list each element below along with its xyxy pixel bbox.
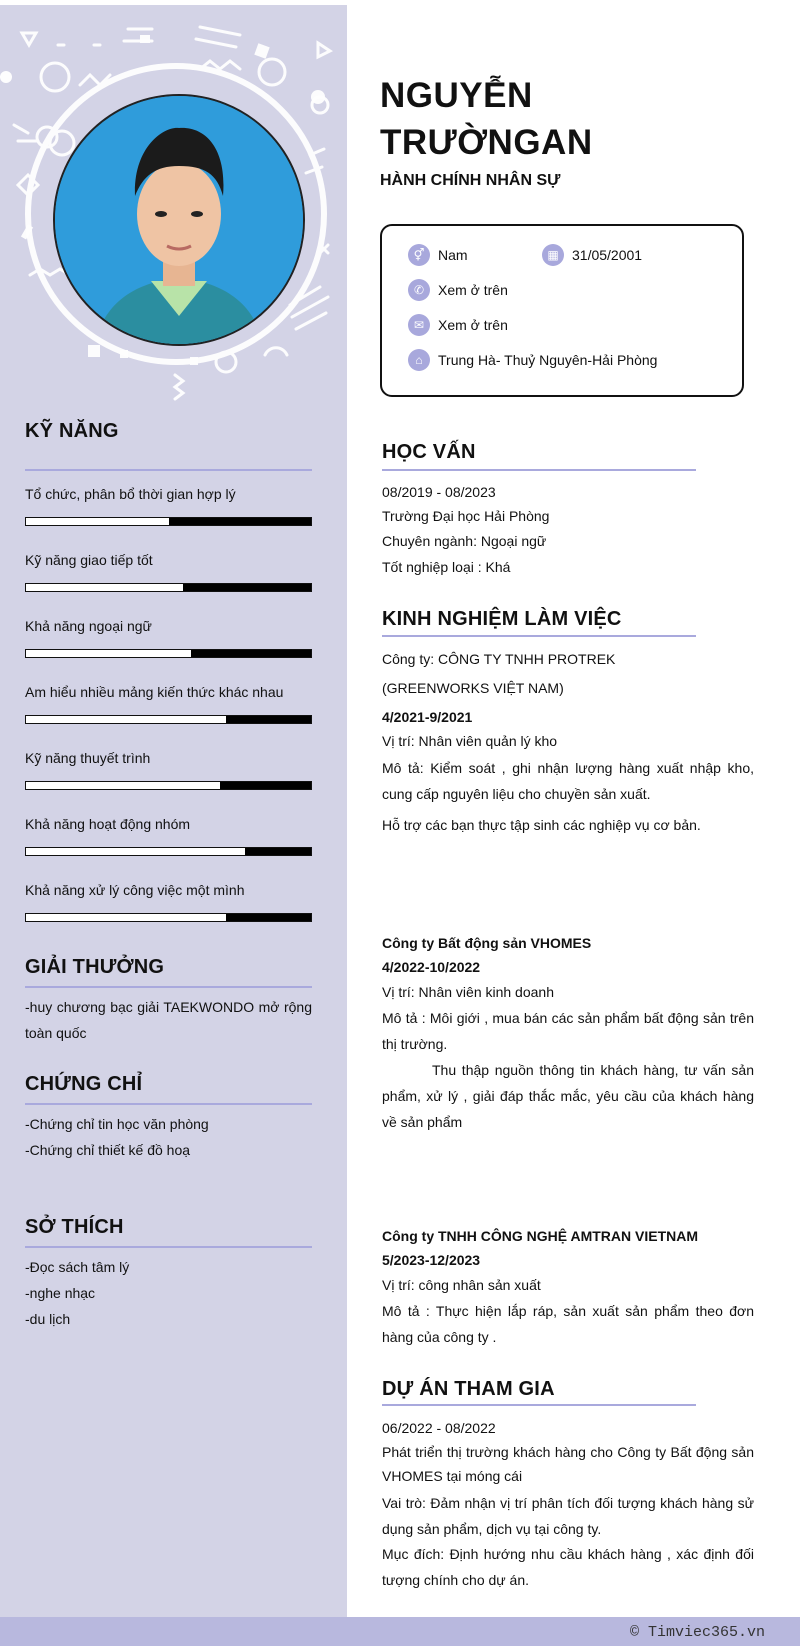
skill-label: Tổ chức, phân bổ thời gian hợp lý <box>25 486 236 502</box>
job3-position: Vị trí: công nhân sản xuất <box>382 1277 541 1293</box>
skill-bar-fill <box>26 584 183 591</box>
skills-divider <box>25 469 312 471</box>
email-value: Xem ở trên <box>438 317 508 333</box>
certificates-title: CHỨNG CHỈ <box>25 1073 143 1095</box>
hobby-item: -Đọc sách tâm lý <box>25 1259 130 1275</box>
job3-description: Mô tả : Thực hiện lắp ráp, sản xuất sản phẩm theo đơn hàng của công ty . <box>382 1303 754 1345</box>
skill-bar <box>25 649 312 658</box>
experience-divider <box>382 635 696 637</box>
job1-description: Mô tả: Kiểm soát , ghi nhận lượng hàng xuất nhập kho, cung cấp nguyên liệu cho chuyền sản xuất. <box>382 760 754 802</box>
job1-position: Vị trí: Nhân viên quản lý kho <box>382 733 558 749</box>
skills-title: KỸ NĂNG <box>25 420 119 442</box>
skill-bar-fill <box>26 914 226 921</box>
phone-value: Xem ở trên <box>438 282 508 298</box>
skill-bar <box>25 781 312 790</box>
hobby-item: -nghe nhạc <box>25 1285 96 1301</box>
skill-bar-fill <box>26 848 245 855</box>
name-line1: NGUYỄN <box>380 76 533 115</box>
job2-company: Công ty Bất động sản VHOMES <box>382 935 592 951</box>
job2-period: 4/2022-10/2022 <box>382 959 481 975</box>
skill-label: Kỹ năng giao tiếp tốt <box>25 552 153 568</box>
name-line2: TRƯỜNGAN <box>380 123 593 162</box>
experience-title: KINH NGHIỆM LÀM VIỆC <box>382 608 622 630</box>
skill-bar <box>25 847 312 856</box>
project-period: 06/2022 - 08/2022 <box>382 1420 496 1436</box>
skill-label: Khả năng ngoại ngữ <box>25 618 152 634</box>
hobbies-title: SỞ THÍCH <box>25 1216 124 1238</box>
job1-description-2: Hỗ trợ các bạn thực tập sinh các nghiệp vụ cơ bản. <box>382 817 701 833</box>
avatar-photo <box>55 96 303 344</box>
skill-bar-fill <box>26 782 220 789</box>
home-icon: ⌂ <box>408 349 430 371</box>
education-divider <box>382 469 696 471</box>
education-title: HỌC VẤN <box>382 441 476 463</box>
address-value: Trung Hà- Thuỷ Nguyên-Hải Phòng <box>438 352 658 368</box>
skill-bar <box>25 583 312 592</box>
phone-icon: ✆ <box>408 279 430 301</box>
candidate-name <box>380 72 593 166</box>
certificate-item: -Chứng chỉ tin học văn phòng <box>25 1116 209 1132</box>
footer-brand: © Timviec365.vn <box>629 1624 765 1641</box>
skill-bar-fill <box>26 650 191 657</box>
job2-description: Mô tả : Môi giới , mua bán các sản phẩm bất động sản trên thị trường. <box>382 1010 754 1052</box>
certificates-divider <box>25 1103 312 1105</box>
awards-title: GIẢI THƯỞNG <box>25 956 165 978</box>
calendar-icon: ▦ <box>542 244 564 266</box>
skill-bar <box>25 913 312 922</box>
education-school: Trường Đại học Hải Phòng <box>382 508 550 524</box>
education-grade: Tốt nghiệp loại : Khá <box>382 559 511 575</box>
skill-label: Kỹ năng thuyết trình <box>25 750 151 766</box>
envelope-icon: ✉ <box>408 314 430 336</box>
project-description: Phát triển thị trường khách hàng cho Công ty Bất động sản VHOMES tại móng cái <box>382 1444 754 1484</box>
gender-value: Nam <box>438 247 468 263</box>
skill-bar <box>25 517 312 526</box>
job1-company-line1: Công ty: CÔNG TY TNHH PROTREK <box>382 651 616 667</box>
birthday-value: 31/05/2001 <box>572 247 643 263</box>
projects-title: DỰ ÁN THAM GIA <box>382 1378 555 1400</box>
project-goal: Mục đích: Định hướng nhu cầu khách hàng , xác định đối tượng chính cho dự án. <box>382 1546 754 1588</box>
skill-label: Khả năng xử lý công việc một mình <box>25 882 245 898</box>
avatar <box>53 94 305 346</box>
skill-bar-fill <box>26 716 226 723</box>
job2-description-2: Thu thập nguồn thông tin khách hàng, tư vấn sản phẩm, xử lý , giải đáp thắc mắc, yêu cầu của khách hàng về sản phẩm <box>382 1062 754 1130</box>
skill-label: Khả năng hoạt động nhóm <box>25 816 191 832</box>
certificate-item: -Chứng chỉ thiết kế đồ hoạ <box>25 1142 191 1158</box>
skill-label: Am hiểu nhiều mảng kiến thức khác nhau <box>25 684 284 700</box>
awards-divider <box>25 986 312 988</box>
education-period: 08/2019 - 08/2023 <box>382 484 496 500</box>
project-role: Vai trò: Đảm nhận vị trí phân tích đối tượng khách hàng sử dụng sản phẩm, dịch vụ tại công ty. <box>382 1495 754 1537</box>
gender-icon: ⚥ <box>408 244 430 266</box>
job-title: HÀNH CHÍNH NHÂN SỰ <box>380 172 561 189</box>
projects-divider <box>382 1404 696 1406</box>
skill-bar <box>25 715 312 724</box>
job3-company: Công ty TNHH CÔNG NGHỆ AMTRAN VIETNAM <box>382 1228 699 1244</box>
footer-bar <box>0 1617 800 1646</box>
awards-text: -huy chương bạc giải TAEKWONDO mở rộng toàn quốc <box>25 999 312 1041</box>
hobbies-divider <box>25 1246 312 1248</box>
job1-period: 4/2021-9/2021 <box>382 709 473 725</box>
contact-info-box <box>380 224 744 397</box>
hobby-item: -du lịch <box>25 1311 71 1327</box>
job3-period: 5/2023-12/2023 <box>382 1252 481 1268</box>
skill-bar-fill <box>26 518 169 525</box>
education-major: Chuyên ngành: Ngoại ngữ <box>382 533 547 549</box>
job2-position: Vị trí: Nhân viên kinh doanh <box>382 984 554 1000</box>
job1-company-line2: (GREENWORKS VIỆT NAM) <box>382 680 564 696</box>
